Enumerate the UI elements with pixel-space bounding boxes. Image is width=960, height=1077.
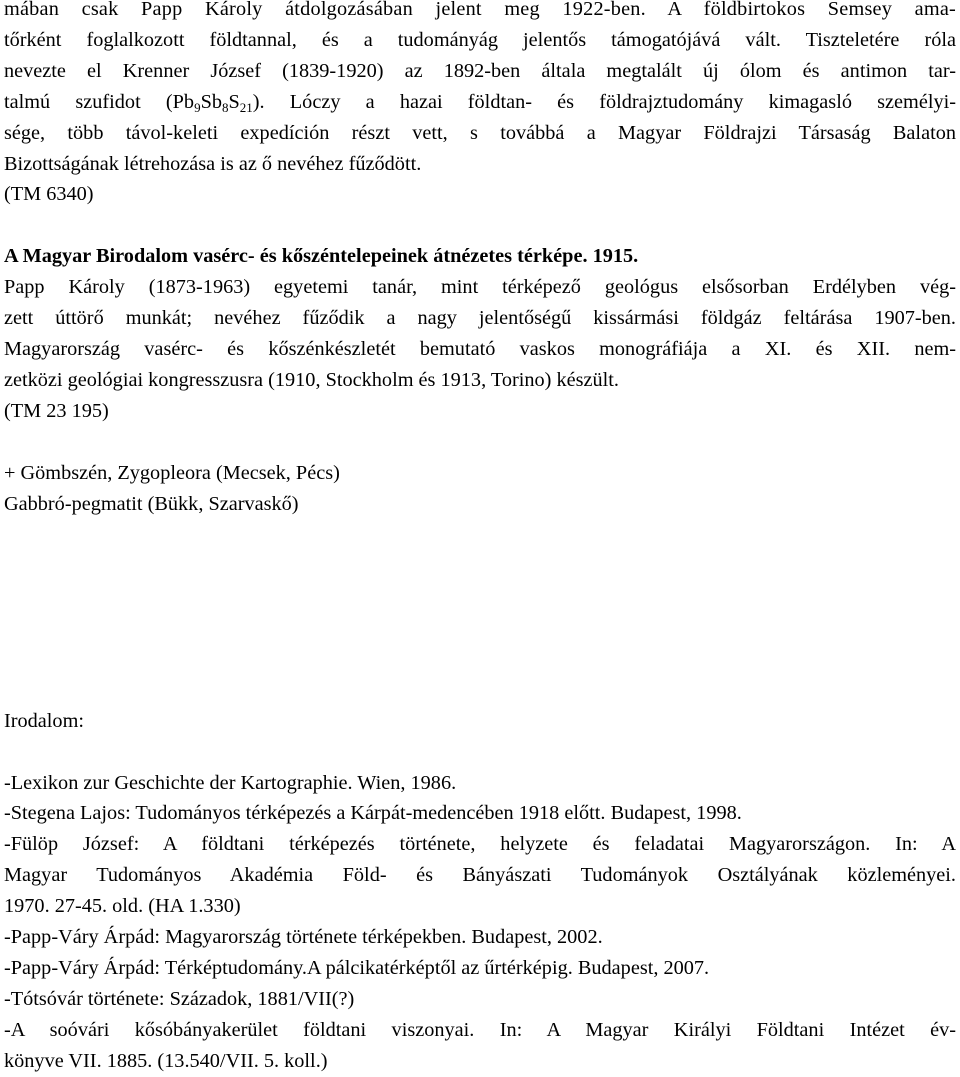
text-line: Papp Károly (1873-1963) egyetemi tanár, mint térképező geológus elsősorban Erdélyben vég-	[4, 276, 956, 299]
map-heading: A Magyar Birodalom vasérc- és kőszéntelepeinek átnézetes térképe. 1915.	[4, 245, 639, 268]
text-line: Bizottságának létrehozása is az ő nevéhez fűződött.	[4, 152, 422, 175]
literature-item-continued: Magyar Tudományos Akadémia Föld- és Bányászati Tudományok Osztályának közleményei.	[4, 864, 956, 887]
formula-text: talmú szufidot (Pb	[4, 90, 195, 113]
literature-section	[4, 706, 956, 1077]
text-line: mában csak Papp Károly átdolgozásában jelent meg 1922-ben. A földbirtokos Semsey ama-	[4, 0, 956, 20]
spacer	[4, 520, 956, 706]
text-line-formula	[4, 87, 956, 118]
document-page	[4, 0, 956, 1077]
note-line: Gabbró-pegmatit (Bükk, Szarvaskő)	[4, 492, 299, 515]
spacer	[4, 210, 956, 241]
catalog-reference: (TM 6340)	[4, 183, 94, 206]
formula-text: ). Lóczy a hazai földtan- és földrajztudomány kimagasló személyi-	[252, 90, 956, 113]
formula-text: S	[228, 90, 240, 113]
text-line: zett úttörő munkát; nevéhez fűződik a nagy jelentőségű kissármási földgáz feltárása 1907-ben.	[4, 307, 956, 330]
catalog-reference: (TM 23 195)	[4, 399, 109, 422]
text-line: sége, több távol-keleti expedíción részt vett, s továbbá a Magyar Földrajzi Társaság Balaton	[4, 121, 956, 144]
literature-item: -Papp-Váry Árpád: Térképtudomány.A pálcikatérképtől az űrtérképig. Budapest, 2007.	[4, 956, 710, 979]
section-semsey-loczy	[4, 0, 956, 210]
literature-item-continued: 1970. 27-45. old. (HA 1.330)	[4, 895, 241, 918]
spacer	[4, 427, 956, 458]
spacer	[4, 737, 956, 768]
notes-block	[4, 458, 956, 520]
subscript: 9	[194, 99, 201, 115]
literature-item: -Tótsóvár története: Századok, 1881/VII(?)	[4, 987, 355, 1010]
text-line: tőrként foglalkozott földtannal, és a tudományág jelentős támogatójává vált. Tiszteletére róla	[4, 28, 956, 51]
literature-title: Irodalom:	[4, 709, 84, 732]
formula-text: Sb	[200, 90, 222, 113]
literature-item: -A soóvári kősóbányakerület földtani viszonyai. In: A Magyar Királyi Földtani Intézet év-	[4, 1018, 956, 1041]
literature-item-continued: könyve VII. 1885. (13.540/VII. 5. koll.)	[4, 1049, 328, 1072]
text-line: zetközi geológiai kongresszusra (1910, Stockholm és 1913, Torino) készült.	[4, 368, 619, 391]
subscript: 8	[222, 99, 229, 115]
text-line: nevezte el Krenner József (1839-1920) az 1892-ben általa megtalált új ólom és antimon tar-	[4, 59, 956, 82]
literature-item: -Lexikon zur Geschichte der Kartographie. Wien, 1986.	[4, 771, 457, 794]
literature-item: -Stegena Lajos: Tudományos térképezés a Kárpát-medencében 1918 előtt. Budapest, 1998.	[4, 802, 742, 825]
text-line: Magyarország vasérc- és kőszénkészletét bemutató vaskos monográfiája a XI. és XII. nem-	[4, 338, 956, 361]
literature-item: -Fülöp József: A földtani térképezés története, helyzete és feladatai Magyarországon. In: A	[4, 833, 956, 856]
subscript: 21	[239, 99, 253, 115]
literature-item: -Papp-Váry Árpád: Magyarország története térképekben. Budapest, 2002.	[4, 926, 603, 949]
note-line: + Gömbszén, Zygopleora (Mecsek, Pécs)	[4, 461, 340, 484]
section-papp-map	[4, 241, 956, 426]
